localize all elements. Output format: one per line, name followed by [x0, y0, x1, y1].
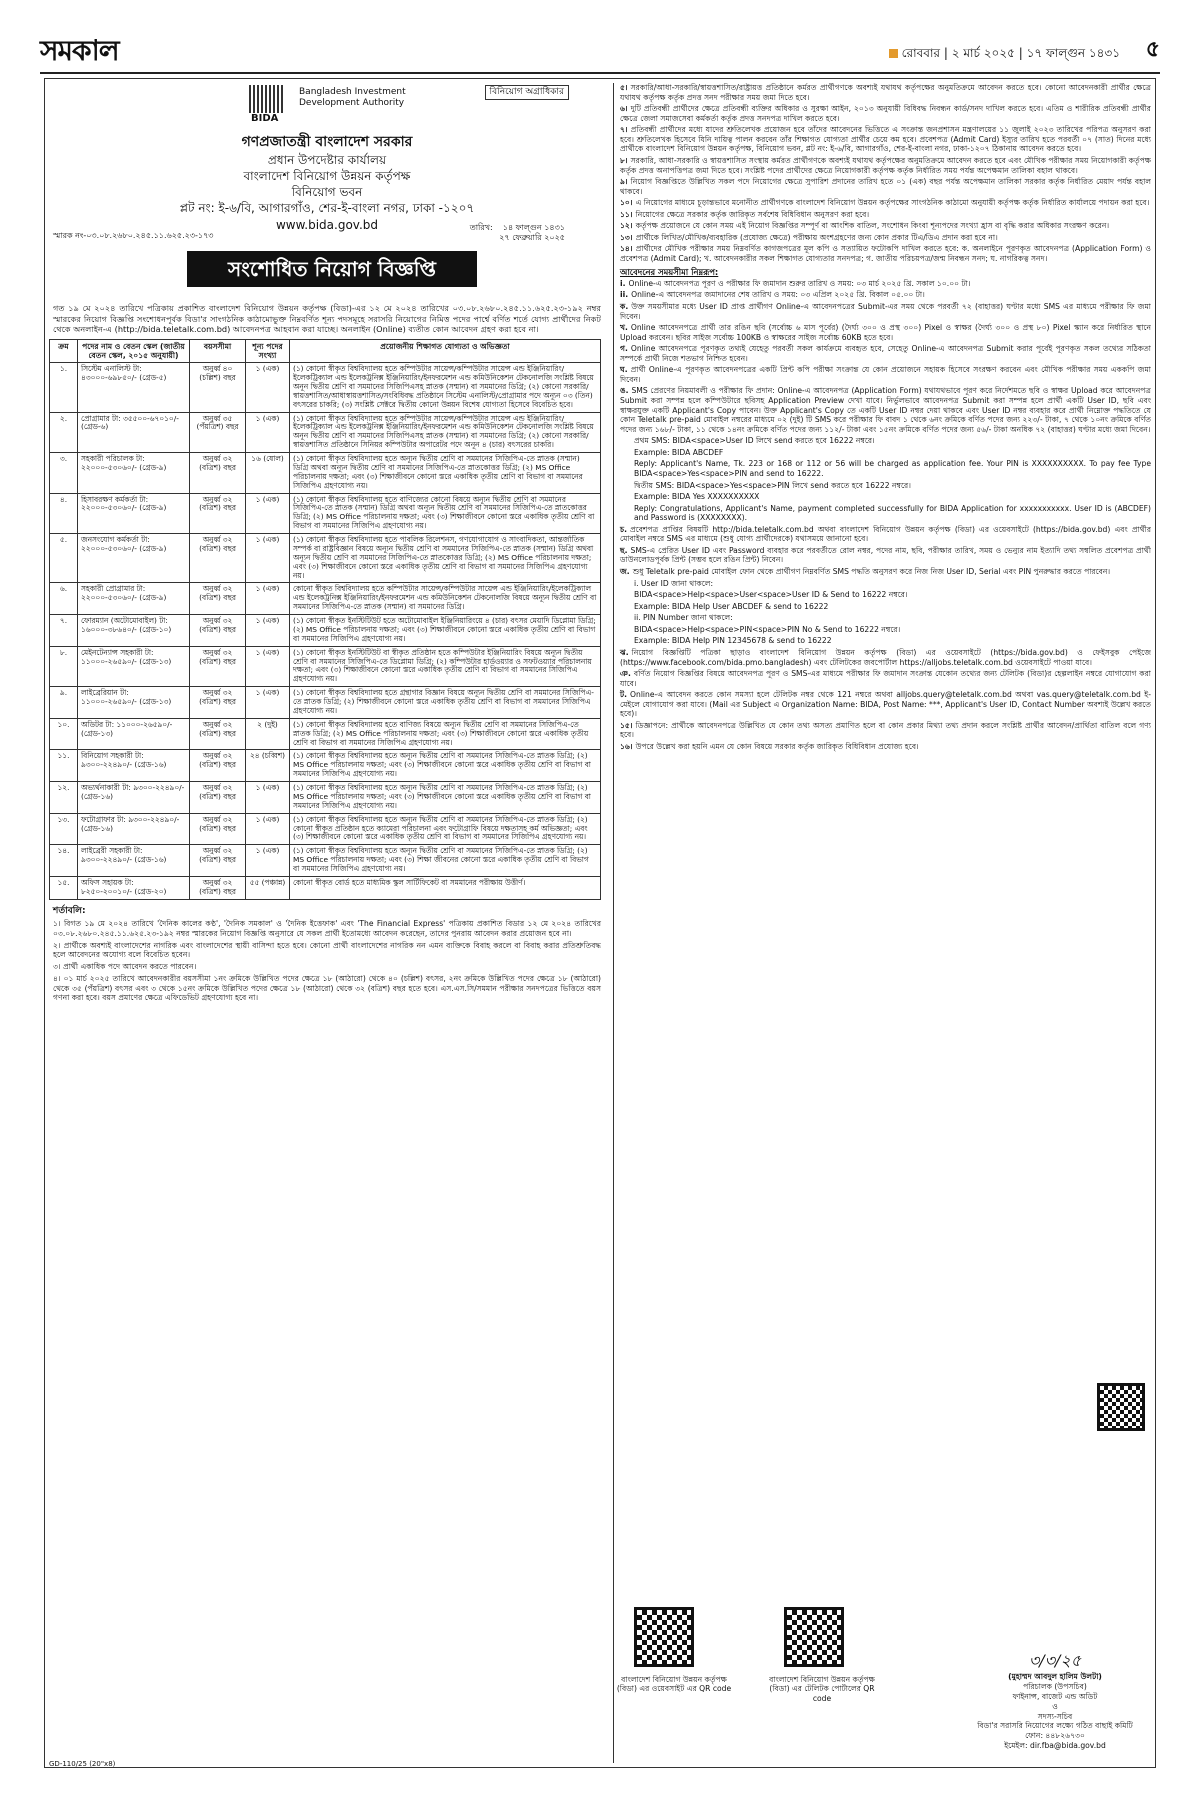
table-row	[50, 534, 601, 583]
row-post: সিস্টেম এনালিস্ট টা: ৪৩০০০-৬৯৮৫০/- (গ্রেড-৫)	[78, 363, 190, 412]
advertisement-frame	[44, 78, 1156, 1768]
col-header-sl: ক্রম	[50, 339, 78, 362]
sms-instruction-line: প্রথম SMS: BIDA<space>User ID লিখে send করতে হবে 16222 নম্বরে।	[634, 436, 875, 446]
row-count: ২৪ (চব্বিশ)	[246, 750, 290, 782]
row-post: বিনিয়োগ সহকারী টা: ৯৩০০-২২৪৯০/- (গ্রেড-১৬)	[78, 750, 190, 782]
sms-instruction-line: Reply: Applicant's Name, Tk. 223 or 168 or 112 or 56 will be charged as application fee. Your PIN is XXXXXXXXXX. To pay fee Type BIDA<space>Yes<space>PIN and send to 16222.	[634, 459, 1151, 478]
sms-instruction-line: Example: BIDA Help User ABCDEF & send to 16222	[634, 601, 829, 611]
row-requirements: (১) কোনো স্বীকৃত বিশ্ববিদ্যালয় হতে পাবলিক রিলেশনস, গণযোগাযোগ ও সাংবাদিকতা, আন্তর্জাতিক সম্পর্ক বা রাষ্ট্রবিজ্ঞান বিষয়ে অন্যূন দ্বিতীয় শ্রেণি বা সমমানের সিজিপিএ-তে স্নাতক (সম্মান) ডিগ্রি অথবা অন্যূন দ্বিতীয় শ্রেণি বা সমমানের সিজিপিএ-তে স্নাতকোত্তর ডিগ্রি; (২) MS Office পরিচালনায় দক্ষতা; এবং (৩) শিক্ষাজীবনে কোনো স্তরে একাধিক তৃতীয় শ্রেণি বা বিভাগ বা সমমানের সিজিপিএ গ্রহণযোগ্য নয়।	[290, 534, 601, 583]
row-age: অনুর্ধ্ব ৩২ (বত্রিশ) বছর	[190, 782, 246, 814]
row-sl: ৬.	[50, 583, 78, 615]
terms-item: ৩। প্রার্থী একাধিক পদে আবেদন করতে পারবেন।	[53, 962, 197, 972]
notice-paragraph	[620, 290, 1151, 300]
paragraph-text: প্রার্থী Online-এ পূরণকৃত আবেদনপত্রের একটি প্রিন্ট কপি পরীক্ষা সংক্রান্ত যে কোন প্রয়োজনে সহায়ক হিসেবে সংরক্ষণ করবেন এবং মৌখিক পরীক্ষার সময় এককপি জমা দিবেন।	[620, 365, 1151, 384]
paragraph-text: এ নিয়োগের মাধ্যমে চূড়ান্তভাবে মনোনীত প্রার্থীগণকে বাংলাদেশ বিনিয়োগ উন্নয়ন কর্তৃপক্ষের সাংগঠনিক কাঠামো অনুযায়ী কর্তৃপক্ষ কর্তৃক নির্ধারিত কার্যালয়ে পদায়ন করা হবে।	[635, 198, 1150, 208]
table-row	[50, 583, 601, 615]
row-requirements: (১) কোনো স্বীকৃত বিশ্ববিদ্যালয় হতে অন্যূন দ্বিতীয় শ্রেণি বা সমমানের সিজিপিএ-তে স্নাতক (সম্মান) ডিগ্রি অথবা অন্যূন দ্বিতীয় শ্রেণি বা সমমানের সিজিপিএ-তে স্নাতকোত্তর ডিগ্রি; (২) MS Office পরিচালনায় দক্ষতা; এবং (৩) শিক্ষাজীবনে কোনো স্তরে একাধিক তৃতীয় শ্রেণি বা বিভাগ বা সমমানের সিজিপিএ গ্রহণযোগ্য নয়।	[290, 453, 601, 494]
signer-line: ফোন: ৪৪৮২৬৭৩০	[1025, 1731, 1085, 1741]
sms-instruction-line: Reply: Congratulations, Applicant's Name, payment completed successfully for BIDA Application for xxxxxxxxxxx. User ID is (ABCDEF) and Password is (XXXXXXXX).	[634, 503, 1151, 523]
paragraph-text: উপরে উল্লেখ করা হয়নি এমন যে কোন বিষয়ে সরকার কর্তৃক জারিকৃত বিধিবিধান প্রযোজ্য হবে।	[635, 742, 919, 751]
row-sl: ১২.	[50, 782, 78, 814]
paragraph-text: নিয়োগ বিজ্ঞপ্তিটি পত্রিকা ছাড়াও বাংলাদেশ বিনিয়োগ উন্নয়ন কর্তৃপক্ষ (বিডা) এর ওয়েবসাইটে (https://bida.gov.bd) ও ফেইসবুক পেইজে (https://www.facebook.com/bida.pmo.bangladesh) এবং টেলিটকের জবপোর্টাল https://alljobs.teletalk.com.bd ওয়েবসাইটে পাওয়া যাবে।	[620, 647, 1151, 667]
terms-title: শর্তাবলি:	[53, 905, 86, 916]
paragraph-text: সরকারি, আধা-সরকারি ও স্বায়ত্তশাসিত সংস্থায় কর্মরত প্রার্থীগণকে অবশ্যই যথাযথ কর্তৃপক্ষের অনুমতিক্রমে আবেদন করতে হবে এবং মৌখিক পরীক্ষার সময় নিয়োগকারী কর্তৃপক্ষ কর্তৃক প্রদত্ত অনাপত্তিপত্র জমা দিতে হবে। সংশ্লিষ্ট পদের প্রার্থীদের ক্ষেত্রে নিয়োগকারী কর্তৃপক্ষ কর্তৃক নির্ধারিত সময় পর্যন্ত অপেক্ষমান তালিকা বহাল থাকবে।	[620, 155, 1151, 175]
row-count: ১ (এক)	[246, 493, 290, 534]
row-count: ১ (এক)	[246, 534, 290, 583]
row-sl: ৭.	[50, 615, 78, 647]
row-count: ১ (এক)	[246, 412, 290, 453]
row-requirements: (১) কোনো স্বীকৃত বিশ্ববিদ্যালয় হতে বাণিজ্য বিষয়ে অন্যূন দ্বিতীয় শ্রেণি বা সমমানের সিজিপিএ-তে স্নাতক ডিগ্রি; (২) MS Office পরিচালনায় দক্ষতা; এবং (৩) শিক্ষাজীবনে কোনো স্তরে একাধিক তৃতীয় শ্রেণি বা বিভাগ বা সমমানের সিজিপিএ গ্রহণযোগ্য নয়।	[290, 718, 601, 750]
paragraph-number: i.	[620, 278, 626, 288]
signature-block	[970, 1651, 1140, 1751]
row-post: অভ্যর্থনাকারী টা: ৯৩০০-২২৪৯০/- (গ্রেড-১৬)	[78, 782, 190, 814]
paragraph-text: উক্ত সময়সীমার মধ্যে User ID প্রাপ্ত প্রার্থীগণ Online-এ আবেদনপত্রের Submit-এর সময় থেকে পরবর্তী ৭২ (বাহাত্তর) ঘণ্টার মধ্যে SMS এর মাধ্যমে পরীক্ষার ফি জমা দিবেন।	[620, 301, 1151, 321]
col-header-requirements: প্রয়োজনীয় শিক্ষাগত যোগ্যতা ও অভিজ্ঞতা	[290, 339, 601, 362]
notice-paragraph	[620, 525, 1151, 544]
signer-line: ইমেইল: dir.fba@bida.gov.bd	[1004, 1741, 1106, 1751]
paragraph-number: ৯।	[620, 177, 628, 187]
newspaper-logo: সমকাল	[40, 34, 119, 67]
row-requirements: (১) কোনো স্বীকৃত ইনস্টিটিউট হতে অটোমোবাইল ইঞ্জিনিয়ারিংয়ে ৪ (চার) বৎসর মেয়াদি ডিপ্লোমা ডিগ্রি; (২) MS Office পরিচালনায় দক্ষতা; এবং (৩) শিক্ষাজীবনে কোনো স্তরে একাধিক তৃতীয় শ্রেণি বা বিভাগ বা সমমানের সিজিপিএ গ্রহণযোগ্য নয়।	[290, 615, 601, 647]
page-number: ৫	[1145, 36, 1160, 62]
qr-code-icon	[1097, 1383, 1145, 1431]
paragraph-text: ডিজ্ঞাপনে: প্রার্থীকে আবেদনপত্রে উল্লিখিত যে কোন তথ্য অসত্য প্রমাণিত হলে বা কোন প্রকার মিথ্যা তথ্য প্রদান করলে সংশ্লিষ্ট প্রার্থীর আবেদন/প্রার্থিতা বাতিল বলে গণ্য হবে।	[620, 720, 1151, 740]
col-header-post: পদের নাম ও বেতন স্কেল (জাতীয় বেতন স্কেল, ২০১৫ অনুযায়ী)	[78, 339, 190, 362]
row-requirements: কোনো স্বীকৃত বিশ্ববিদ্যালয় হতে কম্পিউটার সায়েন্স/কম্পিউটার সায়েন্স এন্ড ইঞ্জিনিয়ারিং/ইলেকট্রিক্যাল এন্ড ইলেকট্রনিক্স ইঞ্জিনিয়ারিং/ইনফরমেশন এন্ড কমিউনিকেশন টেকনোলজি বিষয়ে অন্যূন দ্বিতীয় শ্রেণি বা সমমানের সিজিপিএ-তে স্নাতক (সম্মান) বা সমমানের ডিগ্রি।	[290, 583, 601, 615]
paragraph-text: কর্তৃপক্ষ প্রয়োজনে যে কোন সময় এই নিয়োগ বিজ্ঞপ্তির সম্পূর্ণ বা আংশিক বাতিল, সংশোধন কিংবা শূন্যপদের সংখ্যা হ্রাস বা বৃদ্ধি করার অধিকার সংরক্ষণ করেন।	[635, 221, 1110, 231]
paragraph-text: সরকারি/আধা-সরকারি/স্বায়ত্তশাসিত/রাষ্ট্রায়ত্ত প্রতিষ্ঠানে কর্মরত প্রার্থীগণকে অবশ্যই যথাযথ কর্তৃপক্ষের অনুমতিক্রমে আবেদন করতে হবে। কোনো আবেদনকারী প্রার্থীর ক্ষেত্রে যথাযথ কর্তৃপক্ষ কর্তৃক প্রদত্ত সনদ পরীক্ষার সময় জমা দিতে হবে।	[620, 83, 1151, 102]
signer-line: ফাইনান্স, বাজেট এন্ড অডিট	[1012, 1691, 1098, 1701]
row-requirements: (১) কোনো স্বীকৃত বিশ্ববিদ্যালয় হতে কম্পিউটার সায়েন্স/কম্পিউটার সায়েন্স এন্ড ইঞ্জিনিয়ারিং/ইলেকট্রিক্যাল এন্ড ইলেকট্রনিক্স ইঞ্জিনিয়ারিং/ইনফরমেশন এন্ড কমিউনিকেশন টেকনোলজি সংশ্লিষ্ট বিষয়ে অনূন দ্বিতীয় শ্রেণি বা সমমানের সিজিপিএসহ স্নাতক (সম্মান) বা সমমানের ডিগ্রি; (২) কোনো সরকারি/স্বায়ত্তশাসিত প্রতিষ্ঠানে সিনিয়র কম্পিউটার অপারেটর পদে অনূন ৪ (চার) বৎসরের চাকরি।	[290, 412, 601, 453]
paragraph-number: ১১।	[620, 209, 633, 219]
paragraph-number: ৭।	[620, 125, 628, 135]
gov-address-block	[49, 133, 605, 233]
memo-number: স্মারক নং-০৩.০৮.২৬৮০.২৪৫.১১.৬২৫.২৩-১৭৩	[53, 231, 214, 240]
paragraph-text: Online আবেদনপত্রে প্রার্থী তার রঙিন ছবি (সর্বোচ্চ ৬ মাস পূর্বের) (দৈর্ঘ্য ৩০০ ও প্রস্থ ৩০০) Pixel ও স্বাক্ষর (দৈর্ঘ্য ৩০০ ও প্রস্থ ৮০) Pixel স্ক্যান করে নির্ধারিত স্থানে Upload করবেন। ছবির সাইজ সর্বোচ্চ 100KB ও স্বাক্ষরের সাইজ সর্বোচ্চ 60KB হতে হবে।	[620, 323, 1151, 342]
row-age: অনুর্ধ্ব ৩২ (বত্রিশ) বছর	[190, 876, 246, 899]
row-requirements: (১) কোনো স্বীকৃত বিশ্ববিদ্যালয় হতে অন্যূন দ্বিতীয় শ্রেণি বা সমমানের সিজিপিএ-তে স্নাতক ডিগ্রি; (২) কোনো স্বীকৃত প্রতিষ্ঠান হতে ক্যামেরা পরিচালনা এবং ফটোগ্রাফি বিষয়ে দক্ষতাসহ কর্ম অভিজ্ঞতা; এবং (৩) শিক্ষাজীবনে কোনো স্তরে একাধিক তৃতীয় শ্রেণি বা বিভাগ বা সমমানের সিজিপিএ গ্রহণযোগ্য নয়।	[290, 813, 601, 845]
col-header-count: শূন্য পদের সংখ্যা	[246, 339, 290, 362]
bida-logo-icon: BIDA	[249, 85, 289, 125]
paragraph-number: ৫।	[620, 83, 628, 92]
gd-code: GD-110/25 (20"x8)	[49, 1760, 116, 1769]
paragraph-number: গ.	[620, 344, 628, 354]
row-count: ৫৫ (পঞ্চান্ন)	[246, 876, 290, 899]
table-row	[50, 845, 601, 877]
notice-paragraph	[620, 125, 1151, 154]
row-count: ১ (এক)	[246, 687, 290, 719]
table-row	[50, 363, 601, 412]
row-count: ১ (এক)	[246, 615, 290, 647]
notice-paragraph	[620, 221, 1151, 231]
row-age: অনুর্ধ্ব ৩২ (বত্রিশ) বছর	[190, 646, 246, 687]
row-requirements: (১) কোনো স্বীকৃত বিশ্ববিদ্যালয় হতে অন্যূন দ্বিতীয় শ্রেণি বা সমমানের সিজিপিএ-তে স্নাতক ডিগ্রি; (২) MS Office পরিচালনায় দক্ষতা; এবং (৩) শিক্ষাজীবনে কোনো স্তরে একাধিক তৃতীয় শ্রেণি বা বিভাগ বা সমমানের সিজিপিএ গ্রহণযোগ্য নয়।	[290, 750, 601, 782]
notice-paragraph	[620, 83, 1151, 102]
row-requirements: (১) কোনো স্বীকৃত বিশ্ববিদ্যালয় হতে অন্যূন দ্বিতীয় শ্রেণি বা সমমানের সিজিপিএ-তে স্নাতক ডিগ্রি; (২) MS Office পরিচালনায় দক্ষতা; এবং (৩) শিক্ষাজীবনে কোনো স্তরে একাধিক তৃতীয় শ্রেণি বা বিভাগ বা সমমানের সিজিপিএ গ্রহণযোগ্য নয়।	[290, 782, 601, 814]
table-row	[50, 646, 601, 687]
notice-paragraph	[620, 177, 1151, 196]
row-count: ১ (এক)	[246, 813, 290, 845]
row-requirements: কোনো স্বীকৃত বোর্ড হতে মাধ্যমিক স্কুল সার্টিফিকেট বা সমমানের পরীক্ষায় উত্তীর্ণ।	[290, 876, 601, 899]
row-sl: ৫.	[50, 534, 78, 583]
signature-mark: ৩/৩/২৫	[1028, 1651, 1082, 1671]
notice-paragraph	[620, 546, 1151, 565]
sms-instruction-line: ii. PIN Number জানা থাকলে:	[634, 613, 733, 623]
signer-line: (মুহাম্মদ আবদুল হালিম উলটা)	[1008, 1672, 1102, 1682]
paragraph-text: SMS প্রেরণের নিয়মাবলী ও পরীক্ষার ফি প্রদান: Online-এ আবেদনপত্র (Application Form) যথাযথভাবে পূরণ করে নির্দেশমতে ছবি ও স্বাক্ষর Upload করে আবেদনপত্র Submit করা সম্পন্ন হলে কম্পিউটারে ছবিসহ Application Preview দেখা যাবে। নির্ভুলভাবে আবেদনপত্র Submit করা সম্পন্ন হলে প্রার্থী একটি User ID, ছবি এবং স্বাক্ষরযুক্ত একটি Applicant's Copy পাবেন। উক্ত Applicant's Copy তে একটি User ID নম্বর দেয়া থাকবে এবং User ID নম্বর ব্যবহার করে প্রার্থী নিম্নোক্ত পদ্ধতিতে যে কোন Teletalk pre-paid মোবাইল নম্বরের মাধ্যমে ০২ (দুই) টি SMS করে পরীক্ষার ফি বাবদ ১ থেকে ৬নং ক্রমিকে বর্ণিত পদের জন্য ২২৩/- টাকা, ৭ থেকে ১০নং ক্রমিকে বর্ণিত পদের জন্য ১৬৮/- টাকা, ১১ থেকে ১৪নং ক্রমিকে বর্ণিত পদের জন্য ১১২/- টাকা এবং ১৫নং ক্রমিকে বর্ণিত পদের জন্য ৫৬/- টাকা অনধিক ৭২ (বাহাত্তর) ঘণ্টার মধ্যে জমা দিবেন।	[620, 386, 1151, 434]
notice-paragraph	[620, 156, 1151, 175]
paragraph-number: ঞ.	[620, 669, 631, 679]
paragraph-number: ক.	[620, 301, 629, 311]
right-column	[613, 83, 1151, 1763]
notice-paragraph	[620, 386, 1151, 434]
posts-table	[49, 339, 601, 900]
row-count: ১ (এক)	[246, 583, 290, 615]
paragraph-number: ঙ.	[620, 386, 629, 396]
signer-line: পরিচালক (উপসচিব)	[1023, 1681, 1087, 1691]
gov-line: প্রধান উপদেষ্টার কার্যালয়	[267, 152, 387, 167]
row-sl: ১৪.	[50, 845, 78, 877]
paragraph-number: ১২।	[620, 221, 633, 231]
row-age: অনুর্ধ্ব ৩২ (বত্রিশ) বছর	[190, 534, 246, 583]
row-sl: ৩.	[50, 453, 78, 494]
table-row	[50, 750, 601, 782]
notice-paragraph	[620, 233, 1151, 243]
row-count: ১৬ (ষোল)	[246, 453, 290, 494]
row-post: ফটোগ্রাফার টা: ৯৩০০-২২৪৯০/- (গ্রেড-১৬)	[78, 813, 190, 845]
paragraph-text: বর্ণিত নিয়োগ বিজ্ঞপ্তির বিষয়ে আবেদনপত্র পূরণ ও SMS-এর মাধ্যমে পরীক্ষার ফি জমাদান সংক্রান্ত যেকোন তথ্যের জন্য টেলিটক (বিডা)র হেল্পলাইন নম্বরে যোগাযোগ করা যাবে।	[620, 669, 1151, 688]
row-post: অফিস সহায়ক টা: ৮২৫০-২০০১০/- (গ্রেড-২০)	[78, 876, 190, 899]
row-age: অনুর্ধ্ব ৩২ (বত্রিশ) বছর	[190, 453, 246, 494]
row-post: জনসংযোগ কর্মকর্তা টা: ২২০০০-৫৩০৬০/- (গ্রেড-৯)	[78, 534, 190, 583]
row-count: ১ (এক)	[246, 646, 290, 687]
notice-paragraph	[620, 104, 1151, 123]
intro-paragraph: গত ১৯ মে ২০২৪ তারিখে পত্রিকায় প্রকাশিত বাংলাদেশ বিনিয়োগ উন্নয়ন কর্তৃপক্ষ (বিডা)-এর ১২ মে ২০২৪ তারিখের ০৩.০৮.২৬৮০.২৪৫.১১.৬২৫.২৩-১৯২ নম্বর স্মারকের নিয়োগ বিজ্ঞপ্তি সংশোধনপূর্বক বিডা'র সাংগঠনিক কাঠামোভুক্ত নিম্নবর্ণিত শূন্য পদসমূহে সরাসরি নিয়োগের নিমিত্ত পদের পার্শ্বে বর্ণিত শর্তে যোগ্য প্রার্থীদের নিকট থেকে অনলাইন-এ (http://bida.teletalk.com.bd) আবেদনপত্র আহবান করা যাচ্ছে। অনলাইন (Online) ব্যতীত কোন আবেদন গ্রহণ করা হবে না।	[53, 303, 601, 335]
paragraph-number: ii.	[620, 290, 629, 300]
paragraph-number: ৬।	[620, 104, 628, 114]
row-sl: ১৩.	[50, 813, 78, 845]
qr-caption: বাংলাদেশ বিনিয়োগ উন্নয়ন কর্তৃপক্ষ (বিডা) এর ওয়েবসাইট এর QR code	[616, 1675, 732, 1694]
gov-line: বিনিয়োগ ভবন	[291, 185, 363, 200]
org-name-en: Bangladesh Investment Development Authority	[299, 87, 406, 108]
sms-instruction-line: Example: BIDA ABCDEF	[634, 447, 724, 457]
row-requirements: (১) কোনো স্বীকৃত ইনস্টিটিউট বা স্বীকৃত প্রতিষ্ঠান হতে কম্পিউটার ইঞ্জিনিয়ারিং বিষয়ে অন্যূন দ্বিতীয় শ্রেণি বা সমমানের সিজিপিএ-তে ডিপ্লোমা ডিগ্রি; (২) কম্পিউটার হার্ডওয়্যার ও সফটওয়্যার পরিচালনায় দক্ষতা; এবং (৩) শিক্ষাজীবনে কোনো স্তরে একাধিক তৃতীয় শ্রেণি বা বিভাগ বা সমমানের সিজিপিএ গ্রহণযোগ্য নয়।	[290, 646, 601, 687]
paragraph-number: ১৬।	[620, 742, 633, 751]
row-sl: ৪.	[50, 493, 78, 534]
notice-paragraph	[620, 742, 1151, 752]
terms-item: ৪। ০১ মার্চ ২০২৫ তারিখে আবেদনকারীর বয়সসীমা ১নং ক্রমিকে উল্লিখিত পদের ক্ষেত্রে ১৮ (আঠারো) থেকে ৪০ (চল্লিশ) বৎসর, ২নং ক্রমিকে উল্লিখিত পদের ক্ষেত্রে ১৮ (আঠারো) থেকে ৩৫ (পঁয়ত্রিশ) বৎসর এবং ৩ থেকে ১৫নং ক্রমিকে উল্লিখিত পদের ক্ষেত্রে ১৮ (আঠারো) থেকে ৩২ (বত্রিশ) বছর হতে হবে। এস.এস.সি/সমমান পরীক্ষার সনদপত্রের ভিত্তিতে বয়স গণনা করা হবে। বয়স প্রমাণের ক্ষেত্রে এফিডেভিট গ্রহণযোগ্য হবে না।	[53, 973, 601, 1003]
paragraph-number: ঘ.	[620, 365, 628, 375]
table-row	[50, 718, 601, 750]
notice-paragraph	[620, 690, 1151, 719]
paragraph-number: ঝ.	[620, 647, 629, 657]
row-post: ফোরম্যান (অটোমোবাইল) টা: ১৬০০০-৩৮৬৪০/- (গ্রেড-১০)	[78, 615, 190, 647]
row-age: অনুর্ধ্ব ৩২ (বত্রিশ) বছর	[190, 718, 246, 750]
row-age: অনুর্ধ্ব ৪০ (চল্লিশ) বছর	[190, 363, 246, 412]
row-count: ১ (এক)	[246, 845, 290, 877]
dateline-marker-icon	[889, 49, 898, 58]
table-row	[50, 493, 601, 534]
row-sl: ৮.	[50, 646, 78, 687]
paragraph-number: ৮।	[620, 155, 628, 165]
signer-line: সদস্য-সচিব	[1037, 1711, 1073, 1721]
table-row	[50, 615, 601, 647]
paragraph-number: ১৩।	[620, 232, 633, 242]
row-requirements: (১) কোনো স্বীকৃত বিশ্ববিদ্যালয় হতে অন্যূন দ্বিতীয় শ্রেণি বা সমমানের সিজিপিএ-তে স্নাতক ডিগ্রি; (২) MS Office পরিচালনায় দক্ষতা; এবং (৩) শিক্ষা জীবনের কোনো স্তরে একাধিক তৃতীয় শ্রেণি বা বিভাগ বা সমমানের সিজিপিএ গ্রহণযোগ্য নয়।	[290, 845, 601, 877]
paragraph-text: প্রবেশপত্র প্রাপ্তির বিষয়টি http://bida.teletalk.com.bd অথবা বাংলাদেশ বিনিয়োগ উন্নয়ন কর্তৃপক্ষ (বিডা) এর ওয়েবসাইটে (https://bida.gov.bd) এবং প্রার্থীর মোবাইল নম্বরে SMS এর মাধ্যমে (শুধু যোগ্য প্রার্থীদেরকে) যথাসময়ে জানানো হবে।	[620, 524, 1151, 544]
paragraph-number: ১০।	[620, 198, 633, 208]
row-requirements: (১) কোনো স্বীকৃত বিশ্ববিদ্যালয় হতে কম্পিউটার সায়েন্স/কম্পিউটার সায়েন্স এন্ড ইঞ্জিনিয়ারিং/ইলেকট্রিক্যাল এন্ড ইলেকট্রনিক্স ইঞ্জিনিয়ারিং/ইনফরমেশন এন্ড কমিউনিকেশন টেকনোলজি সংশ্লিষ্ট বিষয়ে অনূন দ্বিতীয় শ্রেণি বা সমমানের সিজিপিএসহ স্নাতক (সম্মান) বা সমমানের ডিগ্রি; (২) কোনো সরকারি/স্বায়ত্তশাসিত/আধাস্বায়ত্তশাসিত/সংবিধিবদ্ধ প্রতিষ্ঠানে সিস্টেম এনালিস্ট/প্রোগ্রামার পদে অন্যূন ০৩ (তিন) বৎসরের চাকরি; (৩) সংশ্লিষ্ট সেক্টরে দ্বিতীয় কোনো উন্নয়ন বিশেষ যোগ্যতা হিসেবে বিবেচিত হবে।	[290, 363, 601, 412]
paragraph-text: দুটি প্রতিবন্ধী প্রার্থীদের ক্ষেত্রে প্রতিবন্ধী ব্যক্তির অধিকার ও সুরক্ষা আইন, ২০১৩ অনুযায়ী বিধিবদ্ধ নিবন্ধন কার্ড/সনদ দাখিল করতে হবে। এতিম ও শারীরিক প্রতিবন্ধী প্রার্থীর ক্ষেত্রে জেলা সমাজসেবা কর্মকর্তা কর্তৃক প্রদত্ত সনদপত্র দাখিল করতে হবে।	[620, 104, 1151, 123]
row-sl: ১১.	[50, 750, 78, 782]
sms-instruction-line: Example: BIDA Help PIN 12345678 & send to 16222	[634, 636, 832, 646]
sms-instruction-line: i. User ID জানা থাকলে:	[634, 578, 714, 588]
notice-paragraph	[620, 721, 1151, 740]
masthead	[40, 34, 1160, 74]
row-post: মেইনটেন্যান্স সহকারী টা: ১১০০০-২৬৫৯০/- (গ্রেড-১৩)	[78, 646, 190, 687]
gov-line: গণপ্রজাতন্ত্রী বাংলাদেশ সরকার	[241, 134, 413, 150]
terms-item: ২। প্রার্থীকে অবশ্যই বাংলাদেশের নাগরিক এবং বাংলাদেশের স্থায়ী বাসিন্দা হতে হবে। কোনো প্রার্থী বাংলাদেশের নাগরিক নন এমন ব্যক্তিকে বিবাহ করলে বা বিবাহ করার প্রতিশ্রুতিবদ্ধ হলে আবেদনের অযোগ্য বলে বিবেচিত হবেন।	[53, 940, 601, 960]
dateline: রোববার | ২ মার্চ ২০২৫ | ১৭ ফাল্গুন ১৪৩১	[889, 46, 1120, 61]
gov-line: প্লট নং: ই-৬/বি, আগারগাঁও, শের-ই-বাংলা নগর, ঢাকা -১২০৭	[179, 201, 475, 216]
notice-paragraph	[620, 344, 1151, 363]
notice-paragraph	[620, 244, 1151, 263]
gov-website: www.bida.gov.bd	[275, 217, 379, 232]
paragraph-number: ট.	[620, 690, 628, 700]
paragraph-number: ১৫।	[620, 720, 633, 730]
paragraph-text: শুধু Teletalk pre-paid মোবাইল ফোন থেকে প্রার্থীগণ নিম্নবর্ণিত SMS পদ্ধতি অনুসরণ করে নিজ নিজ User ID, Serial এবং PIN পুনরুদ্ধার করতে পারবেন।	[632, 567, 1111, 576]
gov-line: বাংলাদেশ বিনিয়োগ উন্নয়ন কর্তৃপক্ষ	[243, 169, 411, 184]
sms-instruction-line: দ্বিতীয় SMS: BIDA<space>Yes<space>PIN লিখে send করতে হবে 16222 নম্বরে।	[634, 480, 911, 490]
left-column	[49, 83, 605, 1763]
qr-caption: বাংলাদেশ বিনিয়োগ উন্নয়ন কর্তৃপক্ষ (বিডা) এর টেলিটক পোর্টালের QR code	[769, 1675, 875, 1703]
notice-paragraph	[620, 323, 1151, 342]
row-sl: ১৫.	[50, 876, 78, 899]
paragraph-number: ছ.	[620, 545, 628, 555]
row-sl: ২.	[50, 412, 78, 453]
paragraph-text: প্রার্থীকে লিখিত/মৌখিক/ব্যবহারিক (প্রযোজ্য ক্ষেত্রে) পরীক্ষায় অংশগ্রহণের জন্য কোন প্রকার টিএ/ডিএ প্রদান করা হবে না।	[635, 232, 998, 242]
row-age: অনুর্ধ্ব ৩২ (বত্রিশ) বছর	[190, 583, 246, 615]
paragraph-text: প্রার্থীদের মৌখিক পরীক্ষার সময় নিম্নবর্ণিত কাগজপত্রের মূল কপি ও সত্যায়িত ফটোকপি দাখিল করতে হবে: ক. অনলাইনে পূরণকৃত আবেদনপত্র (Application Form) ও প্রবেশপত্র (Admit Card); খ. আবেদনকারীর সকল শিক্ষাগত যোগ্যতার সনদপত্র; গ. জাতীয় পরিচয়পত্র/জন্ম নিবন্ধন সনদ; ঘ. নাগরিকত্ব সনদ।	[620, 244, 1151, 263]
row-count: ১ (এক)	[246, 782, 290, 814]
paragraph-number: খ.	[620, 323, 628, 333]
row-sl: ১.	[50, 363, 78, 412]
row-age: অনুর্ধ্ব ৩২ (বত্রিশ) বছর	[190, 493, 246, 534]
row-age: অনুর্ধ্ব ৩২ (বত্রিশ) বছর	[190, 615, 246, 647]
row-count: ১ (এক)	[246, 363, 290, 412]
row-age: অনুর্ধ্ব ৩২ (বত্রিশ) বছর	[190, 750, 246, 782]
notice-header	[49, 83, 605, 303]
notice-paragraph	[620, 198, 1151, 208]
row-requirements: (১) কোনো স্বীকৃত বিশ্ববিদ্যালয় হতে বাণিজ্যের কোনো বিষয়ে অন্যূন দ্বিতীয় শ্রেণি বা সমমানের সিজিপিএ-তে স্নাতক (সম্মান) ডিগ্রি অথবা অন্যূন দ্বিতীয় শ্রেণি বা সমমানের সিজিপিএ-তে স্নাতকোত্তর ডিগ্রি; (২) MS Office পরিচালনায় দক্ষতা; এবং (৩) শিক্ষাজীবনে কোনো স্তরে একাধিক তৃতীয় শ্রেণি বা বিভাগ বা সমমানের সিজিপিএ গ্রহণযোগ্য নয়।	[290, 493, 601, 534]
notice-title-banner: সংশোধিত নিয়োগ বিজ্ঞপ্তি	[187, 251, 477, 287]
terms-section	[49, 900, 605, 1003]
sms-instruction-line: BIDA<space>Help<space>User<space>User ID & Send to 16222 নম্বরে।	[634, 590, 908, 600]
row-age: অনুর্ধ্ব ৩২ (বত্রিশ) বছর	[190, 813, 246, 845]
notice-paragraph	[620, 210, 1151, 220]
table-row	[50, 813, 601, 845]
row-post: সহকারী প্রোগ্রামার টা: ২২০০০-৫৩০৬০/- (গ্রেড-৯)	[78, 583, 190, 615]
paragraph-text: Online-এ আবেদন করতে কোন সমস্যা হলে টেলিটক নম্বর থেকে 121 নম্বরে অথবা alljobs.query@teletalk.com.bd অথবা vas.query@teletalk.com.bd ই-মেইলে যোগাযোগ করা যাবে। (Mail এর Subject এ Organization Name: BIDA, Post Name: ***, Applicant's User ID, Contact Number অবশ্যই উল্লেখ করতে হবে)।	[620, 690, 1151, 719]
paragraph-text: Online-এ আবেদনপত্র পূরণ ও পরীক্ষার ফি জমাদান শুরুর তারিখ ও সময়: ০৩ মার্চ ২০২৫ খ্রি. সকাল ১০.০০ টা।	[628, 278, 971, 288]
table-row	[50, 453, 601, 494]
row-requirements: (১) কোনো স্বীকৃত বিশ্ববিদ্যালয় হতে গ্রন্থাগার বিজ্ঞান বিষয়ে অন্যূন দ্বিতীয় শ্রেণি বা সমমানের সিজিপিএ-তে স্নাতক ডিগ্রি; (২) শিক্ষাজীবনে কোনো স্তরে একাধিক তৃতীয় শ্রেণি বা বিভাগ বা সমমানের সিজিপিএ গ্রহণযোগ্য নয়।	[290, 687, 601, 719]
paragraph-text: Online আবেদনপত্রে পূরণকৃত তথ্যই যেহেতু পরবর্তী সকল কার্যক্রমে ব্যবহৃত হবে, সেহেতু Online-এ আবেদনপত্র Submit করার পূর্বেই পূরণকৃত সকল তথ্যের সঠিকতা সম্পর্কে প্রার্থী নিজে শতভাগ নিশ্চিত হবেন।	[620, 344, 1151, 363]
signer-line: বিডা'র সরাসরি নিয়োগের লক্ষ্যে গঠিত বাছাই কমিটি	[977, 1721, 1133, 1731]
qr-code-teletalk-icon	[784, 1607, 844, 1667]
footer-block	[614, 1587, 1146, 1757]
row-age: অনুর্ধ্ব ৩২ (বত্রিশ) বছর	[190, 687, 246, 719]
urgent-label: বিনিয়োগ অগ্রাধিকার	[485, 85, 569, 100]
row-count: ২ (দুই)	[246, 718, 290, 750]
notice-paragraph	[620, 669, 1151, 688]
table-row	[50, 412, 601, 453]
notice-paragraph	[620, 279, 1151, 289]
row-post: হিসাবরক্ষণ কর্মকর্তা টা: ২২০০০-৫৩০৬০/- (গ্রেড-৯)	[78, 493, 190, 534]
notice-paragraph	[620, 648, 1151, 667]
apply-title: আবেদনের সময়সীমা নিম্নরূপ:	[620, 266, 719, 277]
row-post: প্রোগ্রামার টা: ৩৫৫০০-৬৭০১০/- (গ্রেড-৬)	[78, 412, 190, 453]
notice-paragraph	[620, 567, 1151, 577]
row-age: অনুর্ধ্ব ৩৫ (পঁয়ত্রিশ) বছর	[190, 412, 246, 453]
qr-code-website-icon	[634, 1607, 694, 1667]
row-post: লাইব্রেরিয়ান টা: ১১০০০-২৬৫৯০/- (গ্রেড-১৩)	[78, 687, 190, 719]
paragraph-text: নিয়োগের ক্ষেত্রে সরকার কর্তৃক জারিকৃত সর্বশেষ বিধিবিধান অনুসরণ করা হবে।	[635, 209, 870, 219]
row-sl: ৯.	[50, 687, 78, 719]
row-post: অডিটর টা: ১১০০০-২৬৫৯০/- (গ্রেড-১৩)	[78, 718, 190, 750]
sms-instruction-line: BIDA<space>Help<space>PIN<space>PIN No & Send to 16222 নম্বরে।	[634, 624, 901, 634]
paragraph-number: জ.	[620, 567, 630, 576]
signer-line: ও	[1052, 1701, 1058, 1711]
sms-instruction-line: Example: BIDA Yes XXXXXXXXXX	[634, 492, 760, 502]
table-row	[50, 687, 601, 719]
paragraph-number: চ.	[620, 524, 627, 534]
col-header-age: বয়সসীমা	[190, 339, 246, 362]
paragraph-text: SMS-এ প্রেরিত User ID এবং Password ব্যবহার করে পরবর্তীতে রোল নম্বর, পদের নাম, ছবি, পরীক্ষার তারিখ, সময় ও ভেন্যুর নাম ইত্যাদি তথ্য সম্বলিত প্রবেশপত্র প্রার্থী ডাউনলোডপূর্বক প্রিন্ট (সম্ভব হলে রঙিন প্রিন্ট) নিবেন।	[620, 545, 1151, 565]
row-sl: ১০.	[50, 718, 78, 750]
notice-paragraph	[620, 365, 1151, 384]
paragraph-text: প্রতিবন্ধী প্রার্থীদের মধ্যে যাদের শ্রুতিলেখক প্রয়োজন হবে তাঁদের আবেদনের ভিত্তিতে এ সংক্রান্ত জনপ্রশাসন মন্ত্রণালয়ের ১১ জুলাই ২০২৩ তারিখের পরিপত্র অনুসরণ করা হবে। শ্রুতিলেখক হিসেবে যিনি দায়িত্ব পালন করবেন তাঁর শিক্ষাগত যোগ্যতা প্রার্থীর চেয়ে কম হবে। প্রবেশপত্র (Admit Card) ইস্যুর তারিখ হতে পরবর্তী ০৭ (সাত) দিনের মধ্যে প্রার্থীকে বাংলাদেশ বিনিয়োগ উন্নয়ন কর্তৃপক্ষ, বিনিয়োগ ভবন, প্লট নং: ই-৬/বি, আগারগাঁও, শের-ই-বাংলা নগর, ঢাকা-১২০৭ ঠিকানায় আবেদন করতে হবে।	[620, 125, 1151, 154]
paragraph-text: Online-এ আবেদনপত্র জমাদানের শেষ তারিখ ও সময়: ০৩ এপ্রিল ২০২৫ খ্রি. বিকাল ০৫.০০ টা।	[631, 290, 925, 300]
table-row	[50, 876, 601, 899]
row-post: সহকারী পরিচালক টা: ২২০০০-৫৩০৬০/- (গ্রেড-৯)	[78, 453, 190, 494]
table-row	[50, 782, 601, 814]
row-post: লাইব্রেরী সহকারী টা: ৯৩০০-২২৪৯০/- (গ্রেড-১৬)	[78, 845, 190, 877]
memo-date: তারিখ: ১৪ ফাল্গুন ১৪৩১ ২৭ ফেব্রুয়ারি ২০২৫	[469, 223, 565, 242]
terms-item: ১। বিগত ১৯ মে ২০২৪ তারিখে 'দৈনিক কালের কণ্ঠ', 'দৈনিক সমকাল' ও 'দৈনিক ইত্তেফাক' এবং 'The Financial Express' পত্রিকায় প্রকাশিত বিডার ১২ মে ২০২৪ তারিখের ০৩.০৮.২৬৮০.২৪৫.১১.৬২৫.২৩-১৯২ নম্বর স্মারকের নিয়োগ বিজ্ঞপ্তি অনুসারে যে সকল প্রার্থী ইতোমধ্যে আবেদন করেছেন, তাদের পুনরায় আবেদন করার প্রয়োজন হবে না।	[53, 919, 601, 938]
notice-paragraph	[620, 302, 1151, 321]
row-age: অনুর্ধ্ব ৩২ (বত্রিশ) বছর	[190, 845, 246, 877]
paragraph-number: ১৪।	[620, 244, 633, 254]
paragraph-text: নিয়োগ বিজ্ঞপ্তিতে উল্লিখিত সকল পদে নিয়োগের ক্ষেত্রে সুপারিশ প্রদানের তারিখ হতে ০১ (এক) বছর পর্যন্ত অপেক্ষমান তালিকা সরকার কর্তৃক নির্ধারিত মেয়াদ পর্যন্ত বহাল থাকবে।	[620, 177, 1151, 196]
